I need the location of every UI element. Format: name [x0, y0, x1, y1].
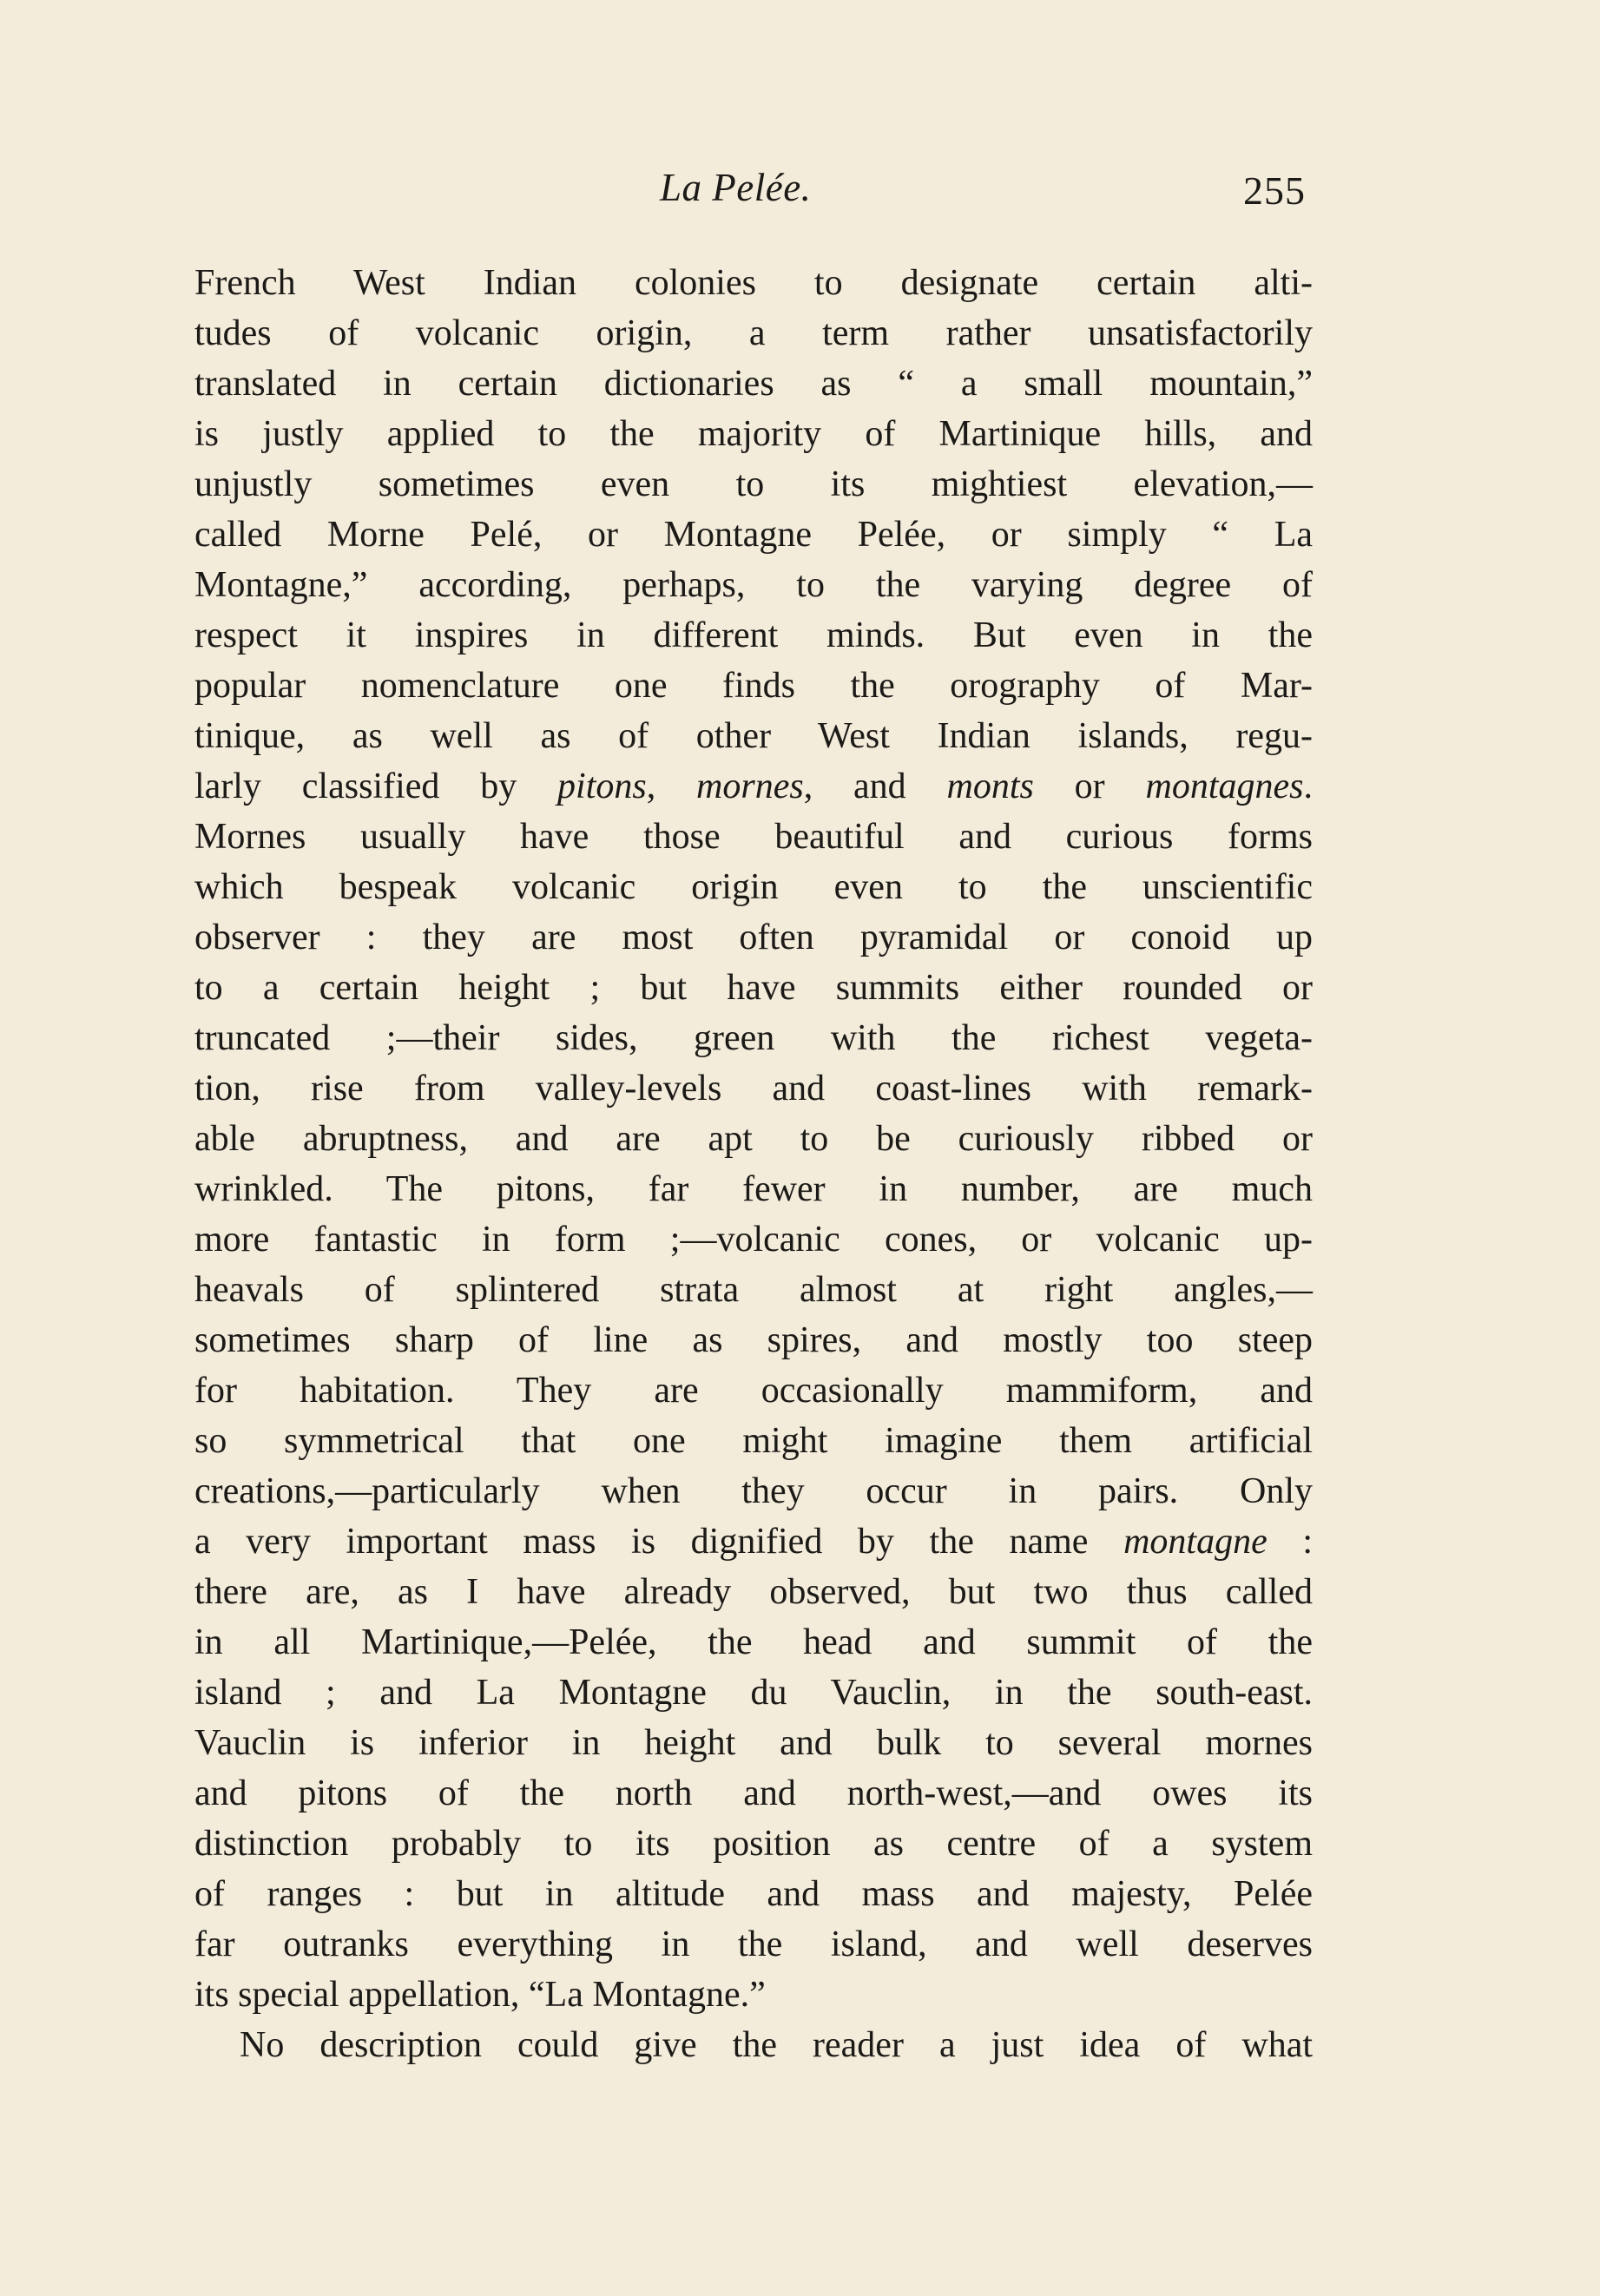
text-line: able abruptness, and are apt to be curiously ribbed or [194, 1119, 1313, 1159]
text-line: for habitation. They are occasionally mammiform, and [194, 1371, 1313, 1411]
text-line: of ranges : but in altitude and mass and majesty, Pelée [194, 1874, 1313, 1914]
text-line: so symmetrical that one might imagine them artificial [194, 1421, 1313, 1461]
text-line: Vauclin is inferior in height and bulk to several mornes [194, 1723, 1313, 1763]
text-line: more fantastic in form ;—volcanic cones, or volcanic up- [194, 1220, 1313, 1260]
text-line-paragraph-start: No description could give the reader a just idea of what [240, 2025, 1313, 2065]
text-line: which bespeak volcanic origin even to the unscientific [194, 867, 1313, 907]
text-line: tudes of volcanic origin, a term rather unsatisfactorily [194, 313, 1313, 353]
text-line: translated in certain dictionaries as “ a small mountain,” [194, 364, 1313, 404]
text-line-with-italics: a very important mass is dignified by the name montagne : [194, 1522, 1314, 1562]
text-line: to a certain height ; but have summits either rounded or [194, 968, 1313, 1008]
text-line: far outranks everything in the island, and well deserves [194, 1924, 1313, 1964]
text-line: popular nomenclature one finds the orography of Mar- [194, 666, 1313, 706]
text-line: called Morne Pelé, or Montagne Pelée, or simply “ La [194, 515, 1313, 555]
text-line: there are, as I have already observed, but two thus called [194, 1572, 1313, 1612]
text-line: observer : they are most often pyramidal or conoid up [194, 918, 1313, 957]
text-line: wrinkled. The pitons, far fewer in number, are much [194, 1169, 1313, 1209]
text-line: tion, rise from valley-levels and coast-lines with remark- [194, 1069, 1313, 1109]
text-line: tinique, as well as of other West Indian islands, regu- [194, 716, 1313, 756]
text-line: and pitons of the north and north-west,—and owes its [194, 1773, 1313, 1813]
text-line: island ; and La Montagne du Vauclin, in the south-east. [194, 1673, 1313, 1713]
italic-term: montagne [1123, 1522, 1267, 1562]
text-line: is justly applied to the majority of Martinique hills, and [194, 414, 1313, 454]
running-header-title: La Pelée. [660, 166, 812, 209]
text-line: creations,—particularly when they occur in pairs. Only [194, 1471, 1313, 1511]
text-line: sometimes sharp of line as spires, and mostly too steep [194, 1320, 1313, 1360]
text-line: unjustly sometimes even to its mightiest elevation,— [194, 464, 1313, 504]
text-line: French West Indian colonies to designate certain alti- [194, 263, 1313, 303]
text-line: Montagne,” according, perhaps, to the varying degree of [194, 565, 1313, 605]
text-line: heavals of splintered strata almost at right angles,— [194, 1270, 1313, 1310]
italic-term: monts [946, 766, 1034, 806]
italic-term: montagnes [1145, 766, 1304, 806]
text-line: Mornes usually have those beautiful and curious forms [194, 817, 1313, 857]
text-line-with-italics: larly classified by pitons, mornes, and monts or montagnes. [194, 766, 1313, 806]
italic-term: pitons [557, 766, 647, 806]
italic-term: mornes [696, 766, 804, 806]
text-line: in all Martinique,—Pelée, the head and summit of the [194, 1622, 1313, 1662]
text-line: truncated ;—their sides, green with the richest vegeta- [194, 1018, 1313, 1058]
text-line-paragraph-end: its special appellation, “La Montagne.” [194, 1975, 766, 2015]
text-line: respect it inspires in different minds. But even in the [194, 615, 1313, 655]
page-number: 255 [1243, 168, 1306, 213]
text-line: distinction probably to its position as centre of a system [194, 1824, 1313, 1864]
